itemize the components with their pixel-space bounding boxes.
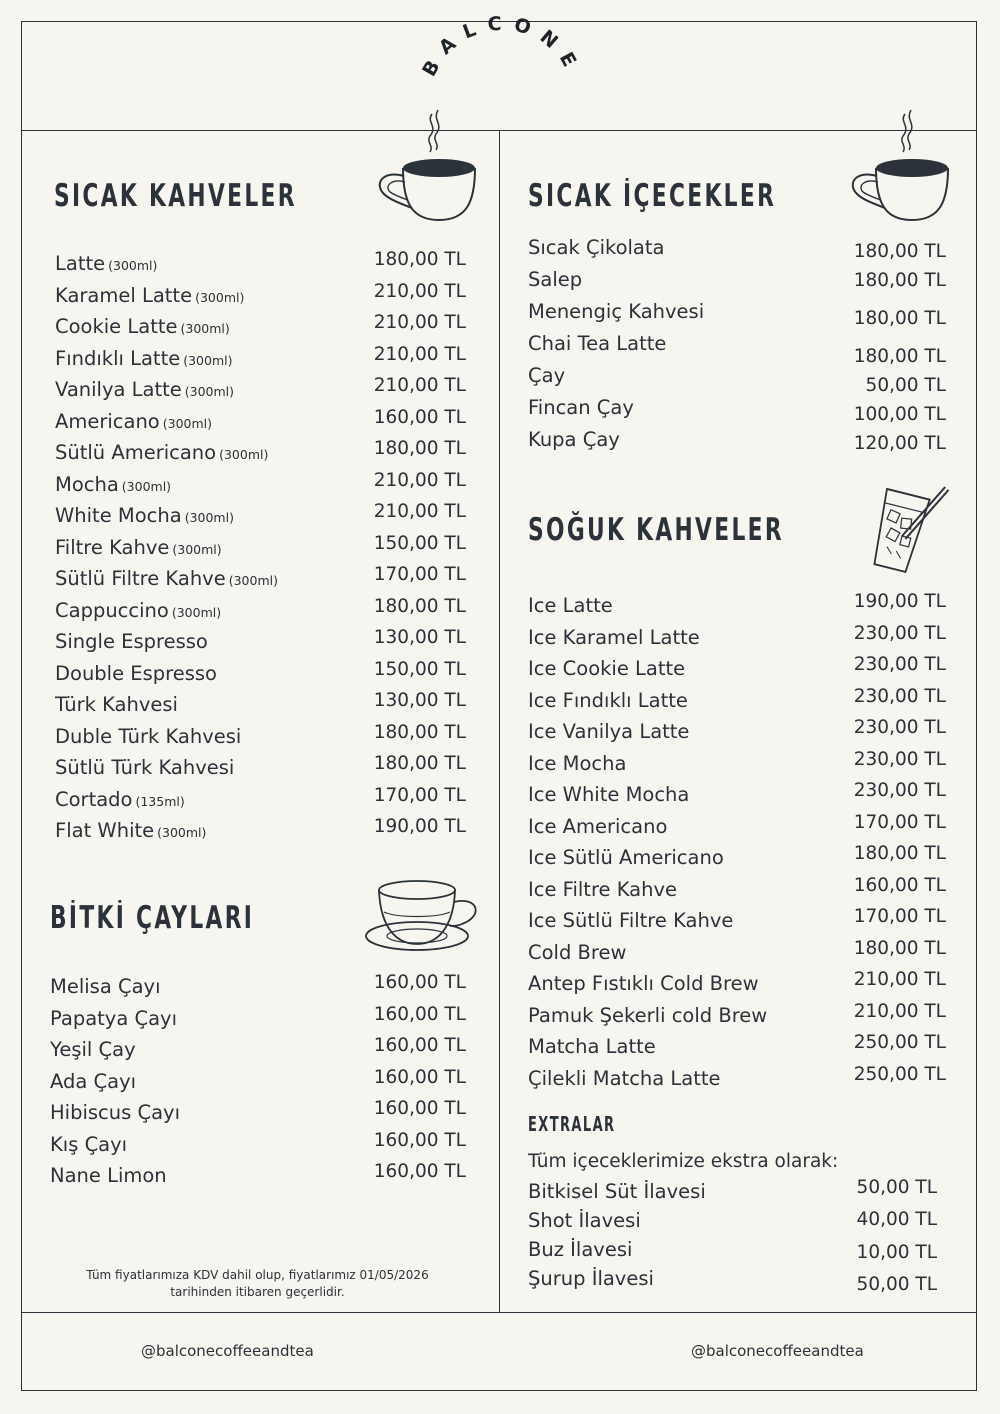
menu-item-name [528, 815, 667, 838]
menu-item-label: Ice Karamel Latte [528, 625, 700, 649]
menu-item-name [55, 441, 268, 464]
menu-item-price: 190,00 TL [373, 816, 466, 837]
menu-item-label: Buz İlavesi [528, 1238, 633, 1261]
menu-item-price: 160,00 TL [373, 1066, 466, 1088]
price-note: Tüm fiyatlarımıza KDV dahil olup, fiyatlarımız 01/05/2026 tarihinden itibaren geçerlidir. [86, 1268, 429, 1299]
menu-item-label: Kupa Çay [528, 428, 620, 451]
menu-item-name [55, 693, 178, 716]
menu-item-name [55, 410, 212, 433]
menu-item-label: Pamuk Şekerli cold Brew [528, 1003, 768, 1027]
menu-item-price: 210,00 TL [373, 343, 466, 365]
menu-item-price: 230,00 TL [853, 780, 946, 801]
menu-item-label: Ice White Mocha [528, 783, 690, 806]
menu-item-price: 160,00 TL [373, 1035, 466, 1056]
menu-item-name [528, 364, 565, 387]
menu-item-price: 40,00 TL [856, 1209, 937, 1230]
menu-item-label: Fındıklı Latte [55, 346, 181, 370]
menu-item-label: Kış Çayı [50, 1132, 128, 1156]
menu-item-name [528, 396, 634, 419]
menu-item-price: 160,00 TL [373, 406, 466, 428]
menu-item-size: (300ml) [180, 321, 230, 336]
section-title-bitki-caylari: BİTKİ ÇAYLARI [50, 900, 255, 936]
menu-item-label: Yeşil Çay [50, 1038, 136, 1061]
menu-item-label: Ice Vanilya Latte [528, 720, 690, 743]
section-title-sicak-icecekler: SICAK İÇECEKLER [528, 178, 777, 214]
menu-item-label: Fincan Çay [528, 396, 634, 419]
menu-item-label: Shot İlavesi [528, 1209, 641, 1232]
menu-item-label: Ice Mocha [528, 751, 627, 775]
menu-item-price: 210,00 TL [373, 312, 466, 333]
menu-item-price: 210,00 TL [853, 1000, 946, 1022]
menu-item-label: Bitkisel Süt İlavesi [528, 1180, 706, 1203]
menu-item-price: 130,00 TL [373, 627, 466, 648]
menu-item-price: 230,00 TL [853, 622, 946, 644]
menu-item-price: 160,00 TL [373, 1129, 466, 1151]
menu-item-size: (300ml) [228, 573, 278, 588]
menu-item-price: 250,00 TL [853, 1032, 946, 1053]
svg-text:BALCONE: BALCONE [418, 12, 586, 81]
menu-item-name [528, 720, 689, 743]
menu-item-label: Single Espresso [55, 630, 208, 653]
social-handle-right[interactable]: @balconecoffeeandtea [691, 1342, 864, 1360]
menu-item-price: 10,00 TL [856, 1242, 937, 1263]
menu-item-name [528, 332, 666, 355]
menu-item-name [50, 1007, 177, 1030]
menu-item-price: 210,00 TL [853, 969, 946, 990]
menu-item-price: 180,00 TL [853, 270, 946, 291]
menu-item-label: Çay [528, 364, 566, 387]
menu-item-size: (300ml) [121, 478, 172, 494]
menu-item-name [528, 300, 704, 323]
menu-item-size: (300ml) [171, 604, 222, 620]
menu-item-name [55, 252, 157, 275]
menu-item-name [528, 236, 664, 259]
menu-item-label: Türk Kahvesi [55, 693, 178, 716]
menu-item-name [55, 473, 171, 496]
menu-item-price: 250,00 TL [853, 1063, 946, 1085]
menu-item-name [528, 1035, 656, 1058]
menu-item-name [55, 504, 234, 527]
menu-item-name [528, 909, 733, 932]
menu-item-label: Vanilya Latte [55, 378, 182, 401]
menu-item-label: Papatya Çayı [50, 1006, 178, 1030]
menu-item-label: Cappuccino [55, 598, 169, 622]
menu-item-label: Nane Limon [50, 1164, 167, 1187]
coffee-cup-icon [845, 108, 955, 228]
menu-item-price: 180,00 TL [373, 249, 466, 270]
menu-item-label: Hibiscus Çayı [50, 1101, 180, 1124]
menu-item-price: 50,00 TL [856, 1274, 937, 1295]
menu-item-label: Filtre Kahve [55, 535, 170, 559]
menu-item-name [55, 788, 185, 811]
menu-item-label: Şurup İlavesi [528, 1267, 654, 1290]
menu-item-label: White Mocha [55, 504, 182, 527]
menu-item-price: 190,00 TL [853, 591, 946, 612]
menu-item-name [55, 630, 208, 653]
menu-item-size: (300ml) [172, 541, 222, 557]
menu-item-price: 210,00 TL [373, 280, 466, 302]
menu-item-name [50, 975, 161, 998]
menu-item-label: Sütlü Filtre Kahve [55, 567, 226, 590]
menu-item-label: Ice Latte [528, 594, 613, 617]
menu-item-price: 160,00 TL [373, 1161, 466, 1182]
menu-item-price: 170,00 TL [853, 906, 946, 927]
menu-item-price: 230,00 TL [853, 748, 946, 770]
menu-item-size: (300ml) [195, 289, 245, 305]
menu-item-label: Flat White [55, 819, 155, 842]
menu-item-label: Ice Sütlü Filtre Kahve [528, 909, 734, 932]
coffee-cup-icon [372, 108, 482, 228]
menu-item-name [528, 1180, 706, 1203]
menu-item-name [55, 819, 206, 842]
menu-item-price: 150,00 TL [373, 532, 466, 554]
menu-item-label: Ice Filtre Kahve [528, 877, 678, 901]
menu-item-name [50, 1101, 180, 1124]
menu-item-price: 210,00 TL [373, 469, 466, 491]
menu-item-price: 100,00 TL [853, 404, 946, 425]
menu-item-price: 230,00 TL [853, 685, 946, 707]
menu-item-name [50, 1070, 136, 1093]
menu-item-name [528, 783, 689, 806]
menu-item-size: (135ml) [135, 793, 185, 809]
menu-item-label: Ice Americano [528, 814, 668, 838]
menu-item-price: 180,00 TL [853, 308, 946, 329]
menu-item-size: (300ml) [162, 415, 212, 431]
menu-item-name [528, 428, 620, 451]
menu-item-price: 130,00 TL [373, 690, 466, 711]
menu-item-name [528, 1067, 721, 1090]
menu-item-name [528, 1238, 632, 1261]
section-title-extralar: EXTRALAR [528, 1112, 616, 1136]
menu-item-price: 170,00 TL [373, 784, 466, 806]
menu-item-name [528, 594, 613, 617]
iced-coffee-glass-icon [858, 478, 948, 578]
menu-item-price: 160,00 TL [373, 972, 466, 993]
column-divider [499, 130, 500, 1312]
menu-item-size: (300ml) [157, 825, 207, 840]
menu-item-price: 120,00 TL [853, 433, 946, 454]
menu-item-label: Matcha Latte [528, 1035, 656, 1058]
social-handle-left[interactable]: @balconecoffeeandtea [141, 1342, 314, 1360]
menu-item-name [50, 1038, 136, 1061]
menu-item-price: 160,00 TL [373, 1098, 466, 1119]
menu-item-size: (300ml) [219, 447, 269, 462]
menu-item-price: 170,00 TL [853, 811, 946, 833]
menu-item-price: 180,00 TL [853, 346, 946, 367]
menu-item-name [528, 752, 626, 775]
menu-item-name [55, 725, 241, 748]
menu-item-label: Sıcak Çikolata [528, 236, 665, 259]
menu-item-label: Melisa Çayı [50, 975, 161, 998]
menu-item-price: 180,00 TL [373, 438, 466, 459]
menu-item-price: 160,00 TL [373, 1003, 466, 1025]
menu-item-label: Double Espresso [55, 661, 217, 685]
menu-item-price: 50,00 TL [865, 375, 946, 396]
menu-item-name [528, 626, 700, 649]
menu-item-name [528, 657, 685, 680]
menu-item-name [55, 536, 222, 559]
menu-item-name [55, 662, 217, 685]
menu-item-label: Cookie Latte [55, 315, 178, 338]
tea-cup-icon [362, 876, 482, 961]
menu-item-label: Americano [55, 409, 160, 433]
menu-item-label: Antep Fıstıklı Cold Brew [528, 972, 759, 995]
menu-item-price: 230,00 TL [853, 654, 946, 675]
menu-item-name [528, 878, 677, 901]
extralar-intro: Tüm içeceklerimize ekstra olarak: [528, 1151, 839, 1172]
menu-item-label: Sütlü Americano [55, 441, 217, 464]
menu-item-price: 150,00 TL [373, 658, 466, 680]
menu-item-price: 180,00 TL [373, 595, 466, 617]
menu-item-label: Duble Türk Kahvesi [55, 724, 242, 748]
menu-item-name [50, 1133, 127, 1156]
menu-item-price: 160,00 TL [853, 874, 946, 896]
menu-item-label: Cold Brew [528, 940, 627, 964]
menu-item-price: 210,00 TL [373, 375, 466, 396]
menu-item-label: Ice Sütlü Americano [528, 846, 724, 869]
menu-item-price: 180,00 TL [853, 241, 946, 262]
menu-item-name [528, 1267, 654, 1290]
menu-item-name [55, 567, 278, 590]
menu-item-price: 230,00 TL [853, 717, 946, 738]
menu-item-label: Chai Tea Latte [528, 332, 667, 355]
menu-item-name [55, 378, 234, 401]
section-title-sicak-kahveler: SICAK KAHVELER [54, 178, 297, 214]
menu-item-name [528, 689, 688, 712]
menu-item-size: (300ml) [108, 258, 158, 273]
menu-item-price: 180,00 TL [373, 753, 466, 774]
menu-item-name [528, 268, 582, 291]
menu-item-name [50, 1164, 167, 1187]
menu-item-size: (300ml) [183, 352, 233, 368]
menu-item-label: Menengiç Kahvesi [528, 300, 705, 323]
menu-item-label: Cortado [55, 787, 133, 811]
menu-item-name [528, 1209, 641, 1232]
menu-item-name [528, 846, 724, 869]
menu-item-label: Çilekli Matcha Latte [528, 1066, 721, 1090]
menu-item-name [55, 284, 244, 307]
menu-item-price: 180,00 TL [853, 937, 946, 959]
menu-item-label: Ada Çayı [50, 1069, 137, 1093]
menu-item-label: Salep [528, 268, 583, 291]
menu-item-label: Ice Fındıklı Latte [528, 688, 688, 712]
menu-item-label: Karamel Latte [55, 283, 193, 307]
menu-item-price: 180,00 TL [373, 721, 466, 743]
menu-item-price: 170,00 TL [373, 564, 466, 585]
menu-item-name [55, 599, 221, 622]
menu-item-name [528, 941, 626, 964]
menu-item-size: (300ml) [184, 510, 234, 525]
menu-item-name [55, 756, 234, 779]
menu-item-label: Mocha [55, 472, 119, 496]
menu-item-name [528, 972, 759, 995]
menu-item-name [55, 347, 232, 370]
section-title-soguk-kahveler: SOĞUK KAHVELER [528, 512, 784, 548]
menu-item-label: Latte [55, 252, 106, 275]
menu-item-size: (300ml) [184, 384, 235, 399]
menu-item-price: 210,00 TL [373, 501, 466, 522]
menu-item-label: Sütlü Türk Kahvesi [55, 756, 235, 779]
menu-item-label: Ice Cookie Latte [528, 657, 686, 680]
menu-item-price: 180,00 TL [853, 843, 946, 864]
footer-divider [21, 1312, 977, 1313]
menu-item-name [55, 315, 230, 338]
menu-item-name [528, 1004, 767, 1027]
menu-item-price: 50,00 TL [856, 1177, 937, 1198]
